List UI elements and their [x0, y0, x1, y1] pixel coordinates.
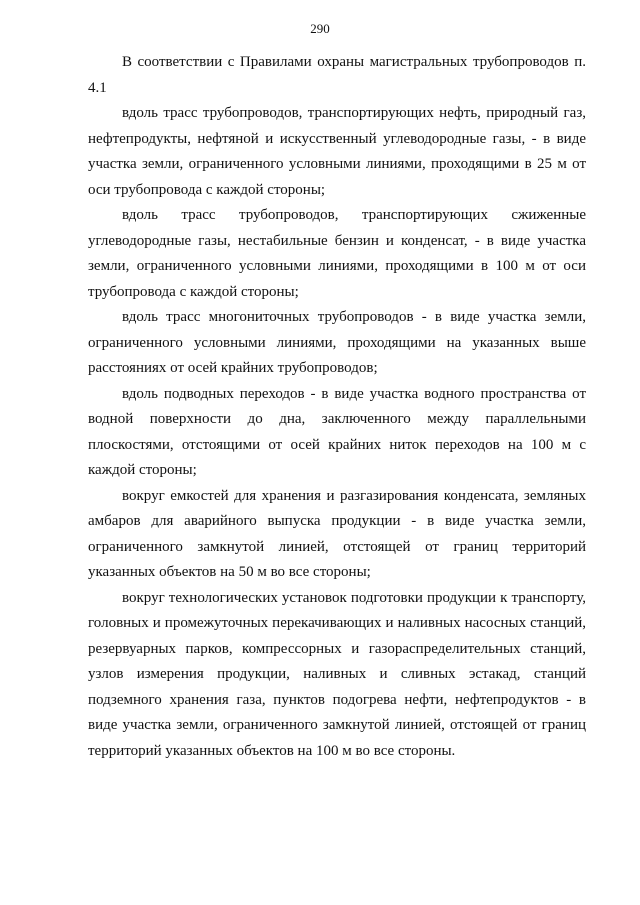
- paragraph-multiline-pipelines: вдоль трасс многониточных трубопроводов - в виде участка земли, ограниченного условными линиями, проходящими на указанных выше расстояниях от осей крайних трубопроводов;: [88, 309, 586, 376]
- page-number: 290: [310, 21, 330, 36]
- paragraph-process-facilities: вокруг технологических установок подготовки продукции к транспорту, головных и промежуточных перекачивающих и наливных насосных станций, резервуарных парков, компрессорных и газораспределительных станций, узлов измерения продукции, наливных и сливных эстакад, станций подземного хранения газа, пунктов подогрева нефти, нефтепродуктов - в виде участка земли, ограниченного замкнутой линией, отстоящей от границ территорий указанных объектов на 100 м во все стороны.: [88, 589, 586, 759]
- paragraph-intro: В соответствии с Правилами охраны магистральных трубопроводов п. 4.1: [88, 54, 586, 96]
- document-body: [88, 50, 586, 764]
- paragraph-liquefied-gas-pipelines: вдоль трасс трубопроводов, транспортирующих сжиженные углеводородные газы, нестабильные бензин и конденсат, - в виде участка земли, ограниченного условными линиями, проходящими в 100 м от оси трубопровода с каждой стороны;: [88, 207, 586, 300]
- paragraph-condensate-tanks: вокруг емкостей для хранения и разгазирования конденсата, земляных амбаров для аварийного выпуска продукции - в виде участка земли, ограниченного замкнутой линией, отстоящей от границ территорий указанных объектов на 50 м во все стороны;: [88, 487, 586, 580]
- paragraph-oil-gas-pipelines: вдоль трасс трубопроводов, транспортирующих нефть, природный газ, нефтепродукты, нефтяной и искусственный углеводородные газы, - в виде участка земли, ограниченного условными линиями, проходящими в 25 м от оси трубопровода с каждой стороны;: [88, 105, 586, 198]
- paragraph-underwater-crossings: вдоль подводных переходов - в виде участка водного пространства от водной поверхности до дна, заключенного между параллельными плоскостями, отстоящими от осей крайних ниток переходов на 100 м с каждой стороны;: [88, 385, 586, 478]
